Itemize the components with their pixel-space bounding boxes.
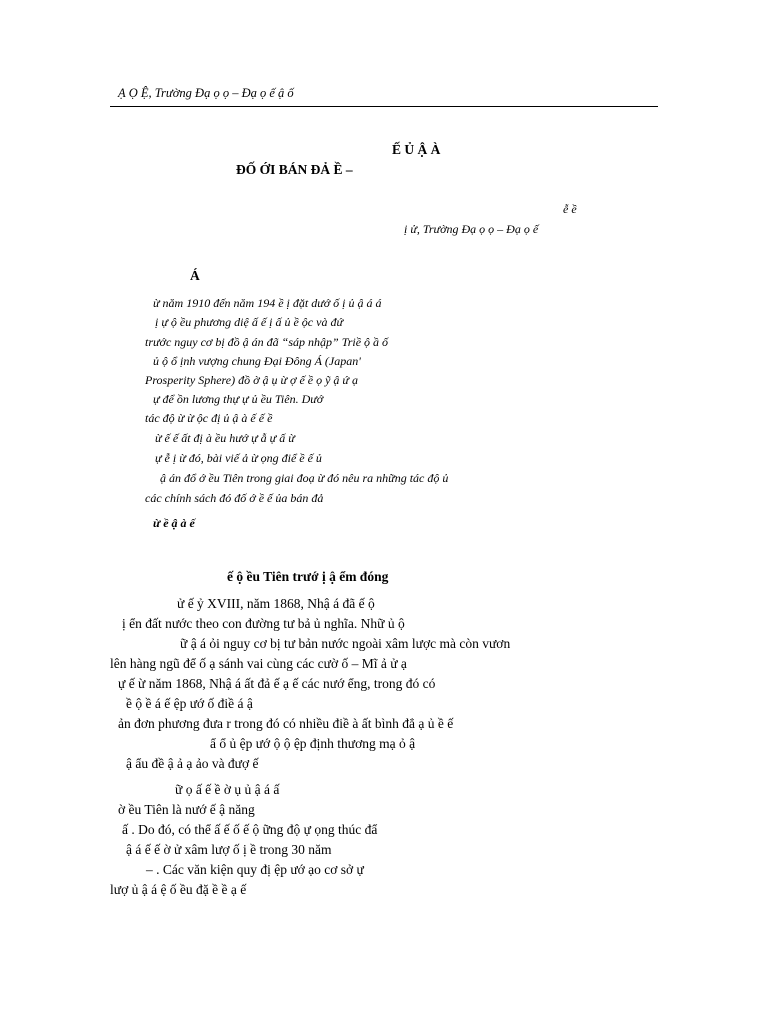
abstract-line: trước nguy cơ bị đồ ậ án đã “sáp nhập” Triề ộ ầ ố	[145, 335, 389, 349]
abstract-line: ủ ộ ổ ịnh vượng chung Đại Đông Á (Japan'	[153, 354, 361, 368]
paragraph-2-line: ấ . Do đó, có thể ấ ế ố ế ộ ững độ ự ọng thúc đẩ	[122, 822, 378, 837]
paragraph-1-line: ữ ậ á ỏi nguy cơ bị tư bản nước ngoài xâm lược mà còn vươn	[180, 636, 511, 651]
paragraph-1-line: ản đơn phương đưa r trong đó có nhiều điề à ất bình đẳ ạ ủ ề ế	[118, 716, 454, 731]
paragraph-1-line: ị ển đất nước theo con đường tư bả ủ nghĩa. Nhữ ủ ộ	[122, 616, 405, 631]
abstract-line: Prosperity Sphere) đồ ờ ậ ụ ừ ợ ế ề ọ ỹ ậ ứ ạ	[145, 373, 358, 387]
abstract-line: ự ễ ị ừ đó, bài viế ả ừ ọng điể ề ế ủ	[155, 451, 322, 465]
paragraph-1-line: ử ế ỷ XVIII, năm 1868, Nhậ á đã ế ộ	[177, 596, 375, 611]
paragraph-2-line: ờ ều Tiên là nướ ế ậ năng	[118, 802, 255, 817]
abstract-heading: Á	[190, 268, 200, 283]
paragraph-1-line: ẩ ổ ủ ệp ướ ộ ộ ệp định thương mạ ỏ ậ	[210, 736, 416, 751]
abstract-line: ậ án đổ ớ ều Tiên trong giai đoạ ừ đó nêu ra những tác độ ủ	[160, 471, 449, 485]
header-rule	[110, 106, 658, 107]
paragraph-2-line: ậ á ế ế ờ ử xâm lượ ố ị ề trong 30 năm	[126, 842, 332, 857]
title-line-1: Ế Ủ Ậ À	[392, 142, 441, 157]
paragraph-2-line: – . Các văn kiện quy đị ệp ướ ạo cơ sở ự	[146, 862, 364, 877]
author-affiliation: ị ử, Trường Đạ ọ ọ – Đạ ọ ế	[404, 222, 539, 236]
abstract-line: ự để ồn lương thự ự ủ ều Tiên. Dướ	[153, 392, 324, 406]
paragraph-1-line: ậ ẩu đề ậ ả ạ ảo và đượ ế	[126, 756, 259, 771]
paragraph-1-line: ự ế ừ năm 1868, Nhậ á ất đả ế ạ ế các nướ ểng, trong đó có	[118, 676, 436, 691]
abstract-line: ị ự ộ ều phương diệ ấ ế ị ấ ủ ề ộc và đứ	[155, 315, 343, 329]
running-header: Ạ Ọ Ệ, Trường Đạ ọ ọ – Đạ ọ ế ậ ố	[118, 86, 294, 100]
keywords: ừ ề ậ à ế	[153, 516, 195, 530]
abstract-line: tác độ ừ ừ ộc đị ủ ậ à ế ế ề	[145, 411, 273, 425]
author-name: ễ ề	[563, 202, 577, 216]
abstract-line: các chính sách đó đố ớ ề ế ủa bán đả	[145, 491, 324, 505]
abstract-line: ừ ế ế ất đị à ều hướ ự ẫ ự ấ ừ	[155, 431, 295, 445]
abstract-line: ừ năm 1910 đến năm 194 ề ị đặt dướ ố ị ủ ậ á á	[153, 296, 382, 310]
section-heading: ế ộ ều Tiên trướ ị ậ ểm đóng	[227, 569, 389, 584]
paragraph-2-line: ữ ọ ấ ế ề ờ ụ ủ ậ á ấ	[175, 782, 280, 797]
title-line-2: ĐỐ ỚI BÁN ĐẢ Ề –	[236, 162, 353, 177]
paragraph-1-line: ề ộ ề á ế ệp ướ ố điề á ậ	[126, 696, 253, 711]
paragraph-2-line: lượ ủ ậ á ệ ố ều đặ ề ề ạ ế	[110, 882, 247, 897]
paragraph-1-line: lên hàng ngũ để ố ạ sánh vai cùng các cườ ố – Mĩ ả ử ạ	[110, 656, 407, 671]
